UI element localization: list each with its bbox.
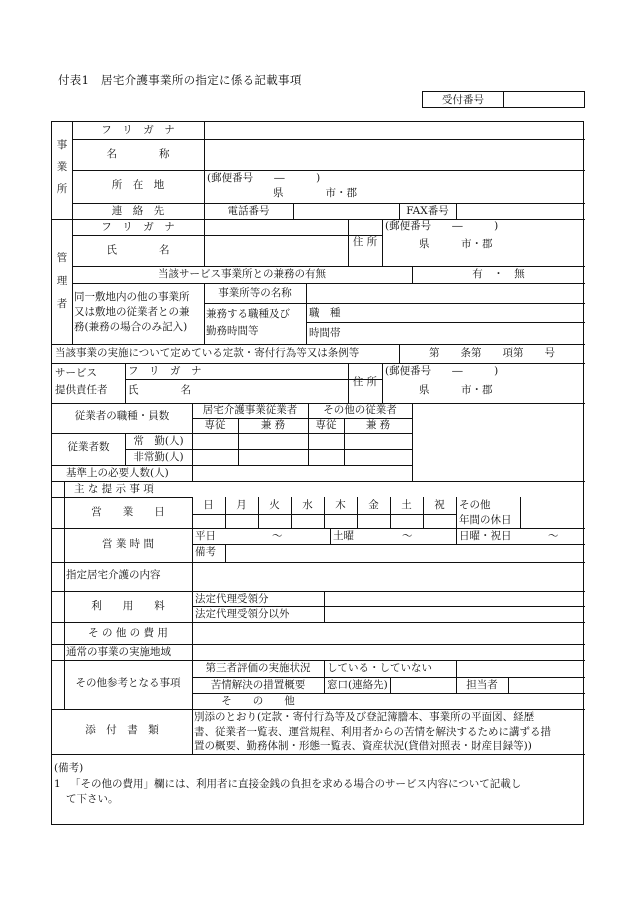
manager-other-office-line3: 務(兼務の場合のみ記入)	[74, 321, 188, 333]
notes-heading: (備考)	[54, 762, 84, 774]
attachments-label: 添 付 書 類	[85, 724, 159, 736]
sunday-tilde: ～	[548, 530, 559, 542]
service-manager-label-line1: サービス	[55, 367, 97, 379]
notes-line2: て下さい。	[66, 793, 119, 805]
manager-office-name-label: 事業所等の名称	[218, 287, 292, 299]
office-phone-label: 電話番号	[227, 205, 270, 217]
hours-remarks-label: 備考	[195, 546, 216, 558]
saturday-label: 土曜	[333, 530, 354, 542]
receipt-number-label: 受付番号	[423, 92, 504, 108]
day-thu: 木	[335, 499, 346, 511]
business-days-label: 営 業 日	[91, 506, 165, 518]
reference-label: その他参考となる事項	[75, 677, 181, 689]
service-content-field[interactable]	[195, 565, 581, 589]
fee-label: 利 用 料	[91, 600, 165, 612]
receipt-number-box	[422, 91, 585, 108]
attachments-line3: 置の概要、勤務体制・形態一覧表、資産状況(貸借対照表・財産目録等))	[194, 740, 532, 752]
staff-col-home-care: 居宅介護事業従業者	[202, 404, 298, 416]
sunday-label: 日曜・祝日	[459, 530, 512, 542]
manager-position-line1: 兼務する職種及び	[206, 308, 290, 320]
staff-full-2: 専従	[315, 419, 337, 431]
manager-furigana-label: フ リ ガ ナ	[101, 221, 175, 233]
service-manager-address-label: 住 所	[352, 376, 378, 388]
staff-required-label: 基準上の必要人数(人)	[66, 467, 169, 479]
form-title: 付表1 居宅介護事業所の指定に係る記載事項	[58, 73, 302, 87]
service-manager-postal-label: (郵便番号 ― )	[385, 365, 499, 377]
complaint-label: 苦情解決の措置概要	[210, 679, 306, 691]
manager-concurrent-options[interactable]: 有 ・ 無	[472, 268, 525, 280]
day-holiday: 祝	[434, 499, 445, 511]
regulation-article[interactable]: 第 条第 項第 号	[429, 347, 555, 359]
manager-position-line2: 勤務時間等	[206, 325, 259, 337]
staff-count-label: 従業者数	[67, 441, 110, 453]
office-furigana-field[interactable]	[208, 124, 582, 138]
day-sun: 日	[203, 499, 214, 511]
saturday-tilde: ～	[402, 530, 413, 542]
day-mon: 月	[236, 499, 247, 511]
receipt-number-field[interactable]	[504, 92, 585, 108]
service-manager-label-line2: 提供責任者	[55, 384, 108, 396]
office-address-label: 所 在 地	[111, 179, 165, 191]
staff-header-label: 従業者の職種・員数	[74, 410, 170, 422]
main-items-label: 主 な 提 示 事 項	[74, 483, 154, 495]
manager-pref-label: 県 市・郡	[419, 238, 493, 250]
manager-name-label: 氏 名	[106, 244, 170, 256]
complaint-person-label: 担当者	[466, 679, 498, 691]
other-label: そ の 他	[221, 695, 295, 707]
fee-proxy-label: 法定代理受領分	[195, 593, 269, 605]
office-fax-field[interactable]	[459, 204, 581, 218]
service-manager-pref-label: 県 市・郡	[419, 384, 493, 396]
service-area-label: 通常の事業の実施地域	[66, 646, 171, 658]
annual-holiday-label-2: 年間の休日	[459, 514, 512, 526]
staff-fulltime-label: 常 勤(人)	[133, 435, 184, 447]
notes-line1: 「その他の費用」欄には、利用者に直接金銭の負担を求める場合のサービス内容について記載し	[70, 778, 522, 790]
weekday-label: 平日	[195, 530, 216, 542]
fee-other-label: 法定代理受領分以外	[195, 608, 290, 620]
day-tue: 火	[269, 499, 280, 511]
regulation-label: 当該事業の実施について定めている定款・寄付行為等又は条例等	[55, 347, 360, 359]
manager-hours-label: 時間帯	[309, 327, 341, 339]
office-name-field[interactable]	[208, 142, 582, 168]
notes-number: 1	[54, 778, 61, 790]
manager-postal-label: (郵便番号 ― )	[385, 220, 499, 232]
staff-concurrent-1: 兼 務	[260, 419, 286, 431]
business-hours-label: 営 業 時 間	[101, 538, 154, 550]
complaint-window-label: 窓口(連絡先)	[327, 679, 388, 691]
manager-name-field[interactable]	[208, 237, 344, 264]
manager-address-label: 住 所	[352, 236, 378, 248]
office-phone-field[interactable]	[296, 204, 396, 218]
day-sat: 土	[401, 499, 412, 511]
office-postal-label: (郵便番号 ― )	[207, 172, 321, 184]
day-fri: 金	[368, 499, 379, 511]
third-party-label: 第三者評価の実施状況	[205, 662, 311, 674]
office-name-label: 名 称	[106, 148, 170, 160]
staff-parttime-label: 非常勤(人)	[133, 451, 184, 463]
manager-concurrent-label: 当該サービス事業所との兼務の有無	[158, 268, 326, 280]
day-wed: 水	[302, 499, 313, 511]
attachments-line2: 書、従業者一覧表、運営規程、利用者からの苦情を解決するために講ずる措	[194, 726, 551, 738]
office-pref-label: 県 市・郡	[273, 187, 357, 199]
manager-other-office-line2: 又は敷地の従業者との兼	[74, 306, 190, 318]
service-manager-furigana-label: フ リ ガ ナ	[128, 365, 202, 377]
third-party-value[interactable]: している・していない	[327, 662, 432, 674]
office-fax-label: FAX番号	[406, 205, 449, 217]
attachments-line1: 別添のとおり(定款・寄付行為等及び登記簿謄本、事業所の平面図、経歴	[194, 711, 535, 723]
annual-holiday-label-1: その他	[459, 499, 491, 511]
office-furigana-label: フ リ ガ ナ	[101, 124, 175, 136]
staff-concurrent-2: 兼 務	[365, 419, 391, 431]
manager-job-label: 職 種	[309, 307, 341, 319]
weekday-tilde: ～	[272, 530, 283, 542]
designation-form: 事 業 所 フ リ ガ ナ 名 称 所 在 地 (郵便番号 ― ) 県 市・郡 連 絡 先 電話番号 FAX番号 管 理 者 フ リ ガ ナ 氏 名 住 所 (郵便番号 ― ) 県 市・郡 当該サービス事業所との兼務の有無 有 ・ 無 同一敷地内の他の事業所 又は敷地の従業者との兼 務(兼務の場合のみ記入) 事業所等の名称 兼務する職種及び 勤務時間等 職 種 時間帯 当該事業の実施について定めている定款・寄付行為等又は条例等 第 条第 項第 号 サービス 提供責任者 フ リ ガ ナ 氏 名 住 所 (郵便番号 ― ) 県 市・郡 従業者の職種・員数 居宅介護事業従業者 その他の従業者 専従 兼 務 専従 兼 務 従業者数 常 勤(人) 非常勤(人) 基準上の必要人数(人) 主 な 提 示 事 項 営 業 日 日 月 火 水 木 金 土 祝 その他 年間の休日 営 業 時 間 平日 ～ 土曜 ～ 日曜・祝日 ～ 備考 指定居宅介護の内容 利 用 料 法定代理受領分 法定代理受領分以外 そ の 他 の 費 用 通常の事業の実施地域 その他参考となる事項 第三者評価の実施状況 している・していない 苦情解決の措置概要 窓口(連絡先) 担当者 そ の 他 添 付 書 類 別添のとおり(定款・寄付行為等及び登記簿謄本、事業所の平面図、経歴 書、従業者一覧表、運営規程、利用者からの苦情を解決するために講ずる措 置の概要、勤務体制・形態一覧表、資産状況(貸借対照表・財産目録等)) (備考) 1 「その他の費用」欄には、利用者に直接金銭の負担を求める場合のサービス内容について記載し て下さい。	[51, 121, 584, 825]
staff-col-other: その他の従業者	[323, 404, 397, 416]
staff-full-1: 専従	[204, 419, 226, 431]
other-costs-label: そ の 他 の 費 用	[88, 627, 168, 639]
manager-other-office-line1: 同一敷地内の他の事業所	[74, 291, 190, 303]
office-contact-label: 連 絡 先	[111, 205, 165, 217]
service-content-label: 指定居宅介護の内容	[66, 569, 161, 581]
service-manager-name-label: 氏 名	[128, 384, 191, 396]
